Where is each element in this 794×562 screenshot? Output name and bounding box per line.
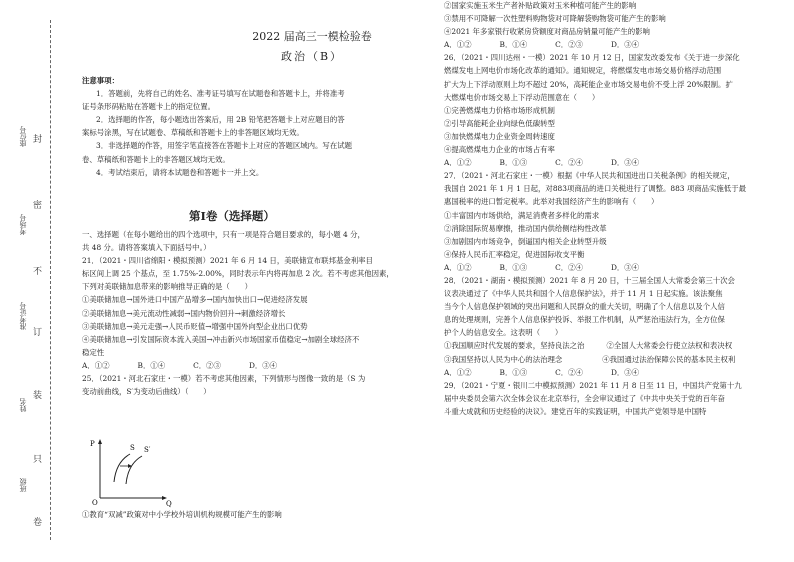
choice-d: D．③④: [248, 360, 278, 370]
question-27-choices: [444, 261, 774, 274]
name-label: 姓名: [19, 398, 27, 412]
question-26-option: ①完善燃煤电力价格市场形成机制: [444, 105, 555, 115]
question-21-option: ②美联储加息→美元流动性减弱→国内物价回升→刺激经济增长: [82, 308, 286, 318]
question-25-option: ③禁用不可降解一次性塑料购物袋对可降解袋购物袋可能产生的影响: [444, 14, 666, 24]
choice-b: B．①④: [499, 40, 528, 50]
instruction-line: 一、选择题（在每小题给出的四个选项中，只有一项是符合题目要求的，每小题 4 分，: [82, 230, 365, 239]
margin-char: 密: [33, 201, 43, 211]
question-25-option: ①教育“双减”政策对中小学校外培训机构规模可能产生的影响: [82, 510, 282, 519]
curve-s: [114, 454, 130, 482]
choice-c: C．②④: [555, 158, 583, 168]
question-27-option: ④保持人民币汇率稳定，促进国际收支平衡: [444, 249, 585, 259]
choice-c: C．②③: [193, 360, 221, 370]
class-label: 班级: [19, 478, 27, 492]
question-26-option: ②引导高能耗企业向绿色低碳转型: [444, 118, 555, 128]
notice-line: 证号条形码粘贴在答题卡上的指定位置。: [82, 102, 216, 112]
notice-line: 4．考试结束后，请将本试题卷和答题卡一并上交。: [96, 167, 264, 177]
margin-char: 装: [33, 391, 43, 401]
margin-char: 只: [33, 455, 43, 465]
seat-number-label: 座位号: [19, 126, 27, 147]
choice-a: A．①②: [82, 360, 110, 370]
notice-line: 2．选择题的作答，每小题选出答案后，用 2B 铅笔把答题卡上对应题目的答: [96, 115, 345, 125]
exam-title: 2022 届高三一模检验卷: [252, 30, 372, 43]
choice-b: B．①③: [499, 158, 528, 168]
y-arrow: [98, 439, 102, 444]
question-28-option-row: [444, 353, 774, 366]
graph-label-s-prime: S′: [144, 446, 151, 454]
question-26-choices: [444, 156, 774, 169]
instruction-line: 共 48 分。请将答案填入下面括号中。）: [82, 243, 211, 253]
choice-b: B．①④: [137, 360, 166, 370]
question-25-option: ②国家实施玉米生产者补贴政策对玉米种植可能产生的影响: [444, 1, 637, 10]
question-21-line: 标区间上调 25 个基点，至 1.75%-2.00%，同时表示年内将再加息 2 次。若不考虑其他因素，: [82, 269, 394, 279]
question-28-option: ①我国顺应时代发展的要求，坚持良法之治: [444, 341, 585, 351]
shift-arrow-head: [128, 464, 132, 468]
notice-heading: 注意事项：: [82, 76, 119, 85]
question-29-line: 届中央委员会第六次全体会议在北京举行，全会审议通过了《中共中央关于党的百年奋: [444, 393, 725, 403]
choice-a: A．①②: [444, 262, 472, 272]
choice-a: A．①②: [444, 158, 472, 168]
question-26-option: ④提高燃煤电力企业的市场占有率: [444, 145, 555, 155]
choice-b: B．①③: [499, 262, 528, 272]
choice-c: C．②④: [555, 367, 583, 377]
question-27-line: 惠国税率的进口暂定税率。此举对我国经济产生的影响有（ ）: [444, 197, 659, 207]
choice-d: D．③④: [610, 367, 640, 377]
graph-label-q: Q: [166, 500, 172, 508]
question-26-line: 燃煤发电上网电价市场化改革的通知》。通知规定，将燃煤发电市场交易价格浮动范围: [444, 66, 722, 76]
notice-line: 卷、草稿纸和答题卡上的非答题区域均无效。: [82, 154, 230, 164]
margin-char: 卷: [33, 518, 43, 528]
graph-label-p: P: [90, 440, 95, 448]
question-28-line: 议表决通过了《中华人民共和国个人信息保护法》，并于 11 月 1 日起实施。该法聚焦: [444, 289, 723, 299]
question-28-option: ②全国人大常委会行使立法权和表决权: [606, 341, 733, 351]
question-28-line: 28．（2021・湖南・模拟预测）2021 年 8 月 20 日，十三届全国人大常委会第三十次会: [444, 275, 735, 285]
question-27-option: ①丰富国内市场供给，满足消费者多样化的需求: [444, 210, 600, 220]
section-title: 第Ⅰ卷（选择题）: [189, 209, 275, 223]
question-25-line: 25．（2021・河北石家庄・一模）若不考虑其他因素，下列情形与图像一致的是（S 为: [82, 374, 366, 384]
admission-number-label: 准考证号: [19, 302, 27, 330]
question-25-option: ④2021 年多家银行收紧房贷额度对商品房销量可能产生的影响: [444, 27, 650, 37]
question-26-option: ③加快燃煤电力企业资金周转速度: [444, 131, 555, 141]
question-26-line: 26．（2021・四川达州・一模）2021 年 10 月 12 日，国家发改委发布《关于进一步深化: [444, 53, 740, 63]
question-26-line: 大燃煤电价市场交易上下浮动范围意在（ ）: [444, 92, 600, 102]
binding-line: [50, 20, 51, 540]
question-21-option: ④美联储加息→引发国际资本流入美国→冲击新兴市场国家币值稳定→加剧全球经济不: [82, 334, 360, 344]
question-28-option: ③我国坚持以人民为中心的法治理念: [444, 354, 563, 364]
question-21-option: 稳定性: [82, 347, 105, 357]
graph-label-s: S: [130, 444, 135, 452]
choice-a: A．①②: [444, 367, 472, 377]
choice-c: C．②③: [555, 40, 583, 50]
margin-char: 封: [33, 135, 43, 145]
choice-a: A．①②: [444, 40, 472, 50]
choice-d: D．③④: [610, 158, 640, 168]
question-28-line: 息的处理规则，完善个人信息保护投诉、举报工作机制，从严惩治违法行为，全方位保: [444, 315, 725, 325]
curve-s-prime: [126, 456, 142, 484]
question-21-choices: [82, 359, 394, 372]
subject-title: 政治（B）: [280, 50, 344, 63]
question-block-left: [82, 228, 394, 398]
question-21-option: ③美联储加息→美元走强→人民币贬值→增强中国外向型企业出口优势: [82, 321, 308, 331]
choice-c: C．②④: [555, 262, 583, 272]
question-21-line: 21．（2021・四川省绵阳・模拟预测）2021 年 6 月 14 日，美联储宣布联邦基金利率目: [82, 256, 373, 266]
choice-d: D．③④: [610, 262, 640, 272]
notice-line: 3．非选择题的作答，用签字笔直接答在答题卡上对应的答题区域内。写在试题: [96, 141, 352, 151]
question-27-line: 我国自 2021 年 1 月 1 日起，对883项商品的进口关税进行了调整。883 项商品实施低于最: [444, 184, 746, 194]
question-29-line: 斗重大成就和历史经验的决议》。建党百年的实践证明，中国共产党领导是中国特: [444, 406, 707, 416]
binding-margin: [0, 0, 70, 562]
question-25-line: 变动前曲线，S′为变动后曲线）（ ）: [82, 387, 211, 397]
margin-char: 订: [33, 328, 43, 338]
question-26-line: 扩大为上下浮动原则上均不超过 20%，高耗能企业市场交易电价不受上浮 20%限制。扩: [444, 79, 733, 89]
question-29-line: 29．（2021・宁夏・银川二中模拟预测）2021 年 11 月 8 日至 11 日，中国共产党第十九: [444, 380, 742, 390]
exam-room-label: 考场号: [19, 214, 27, 235]
notice-block: [82, 74, 352, 179]
question-28-choices: [444, 366, 774, 379]
notice-line: 案标号涂黑，写在试题卷、草稿纸和答题卡上的非答题区域均无效。: [82, 128, 304, 138]
choice-b: B．①③: [499, 367, 528, 377]
question-25-choices: [444, 38, 774, 51]
question-27-line: 27．（2021・河北石家庄・一模）根据《中华人民共和国进出口关税条例》的相关规定，: [444, 171, 735, 181]
question-28-line: 当今个人信息保护领域的突出问题和人民群众的重大关切，明确了个人信息以及个人信: [444, 302, 725, 312]
question-28-option-row: [444, 339, 774, 352]
question-28-line: 护个人的信息安全。这表明（ ）: [444, 328, 563, 338]
question-27-option: ③加剧国内市场竞争，倒逼国内相关企业转型升级: [444, 236, 607, 246]
question-27-option: ②消除国际贸易摩擦，推动国内供给侧结构性改革: [444, 223, 607, 233]
right-column: [444, 0, 774, 418]
margin-char: 不: [33, 267, 43, 277]
question-21-line: 下列对美联储加息带来的影响推导正确的是（ ）: [82, 282, 252, 292]
graph-label-o: O: [92, 499, 98, 507]
question-28-option: ④我国通过法治保障公民的基本民主权利: [602, 354, 736, 364]
choice-d: D．③④: [610, 40, 640, 50]
supply-curve-graph: [90, 436, 170, 506]
question-21-option: ①美联储加息→国外进口中国产品增多→国内加快出口→促进经济发展: [82, 295, 308, 305]
notice-line: 1．答题前，先将自己的姓名、准考证号填写在试题卷和答题卡上，并将准考: [96, 89, 345, 99]
